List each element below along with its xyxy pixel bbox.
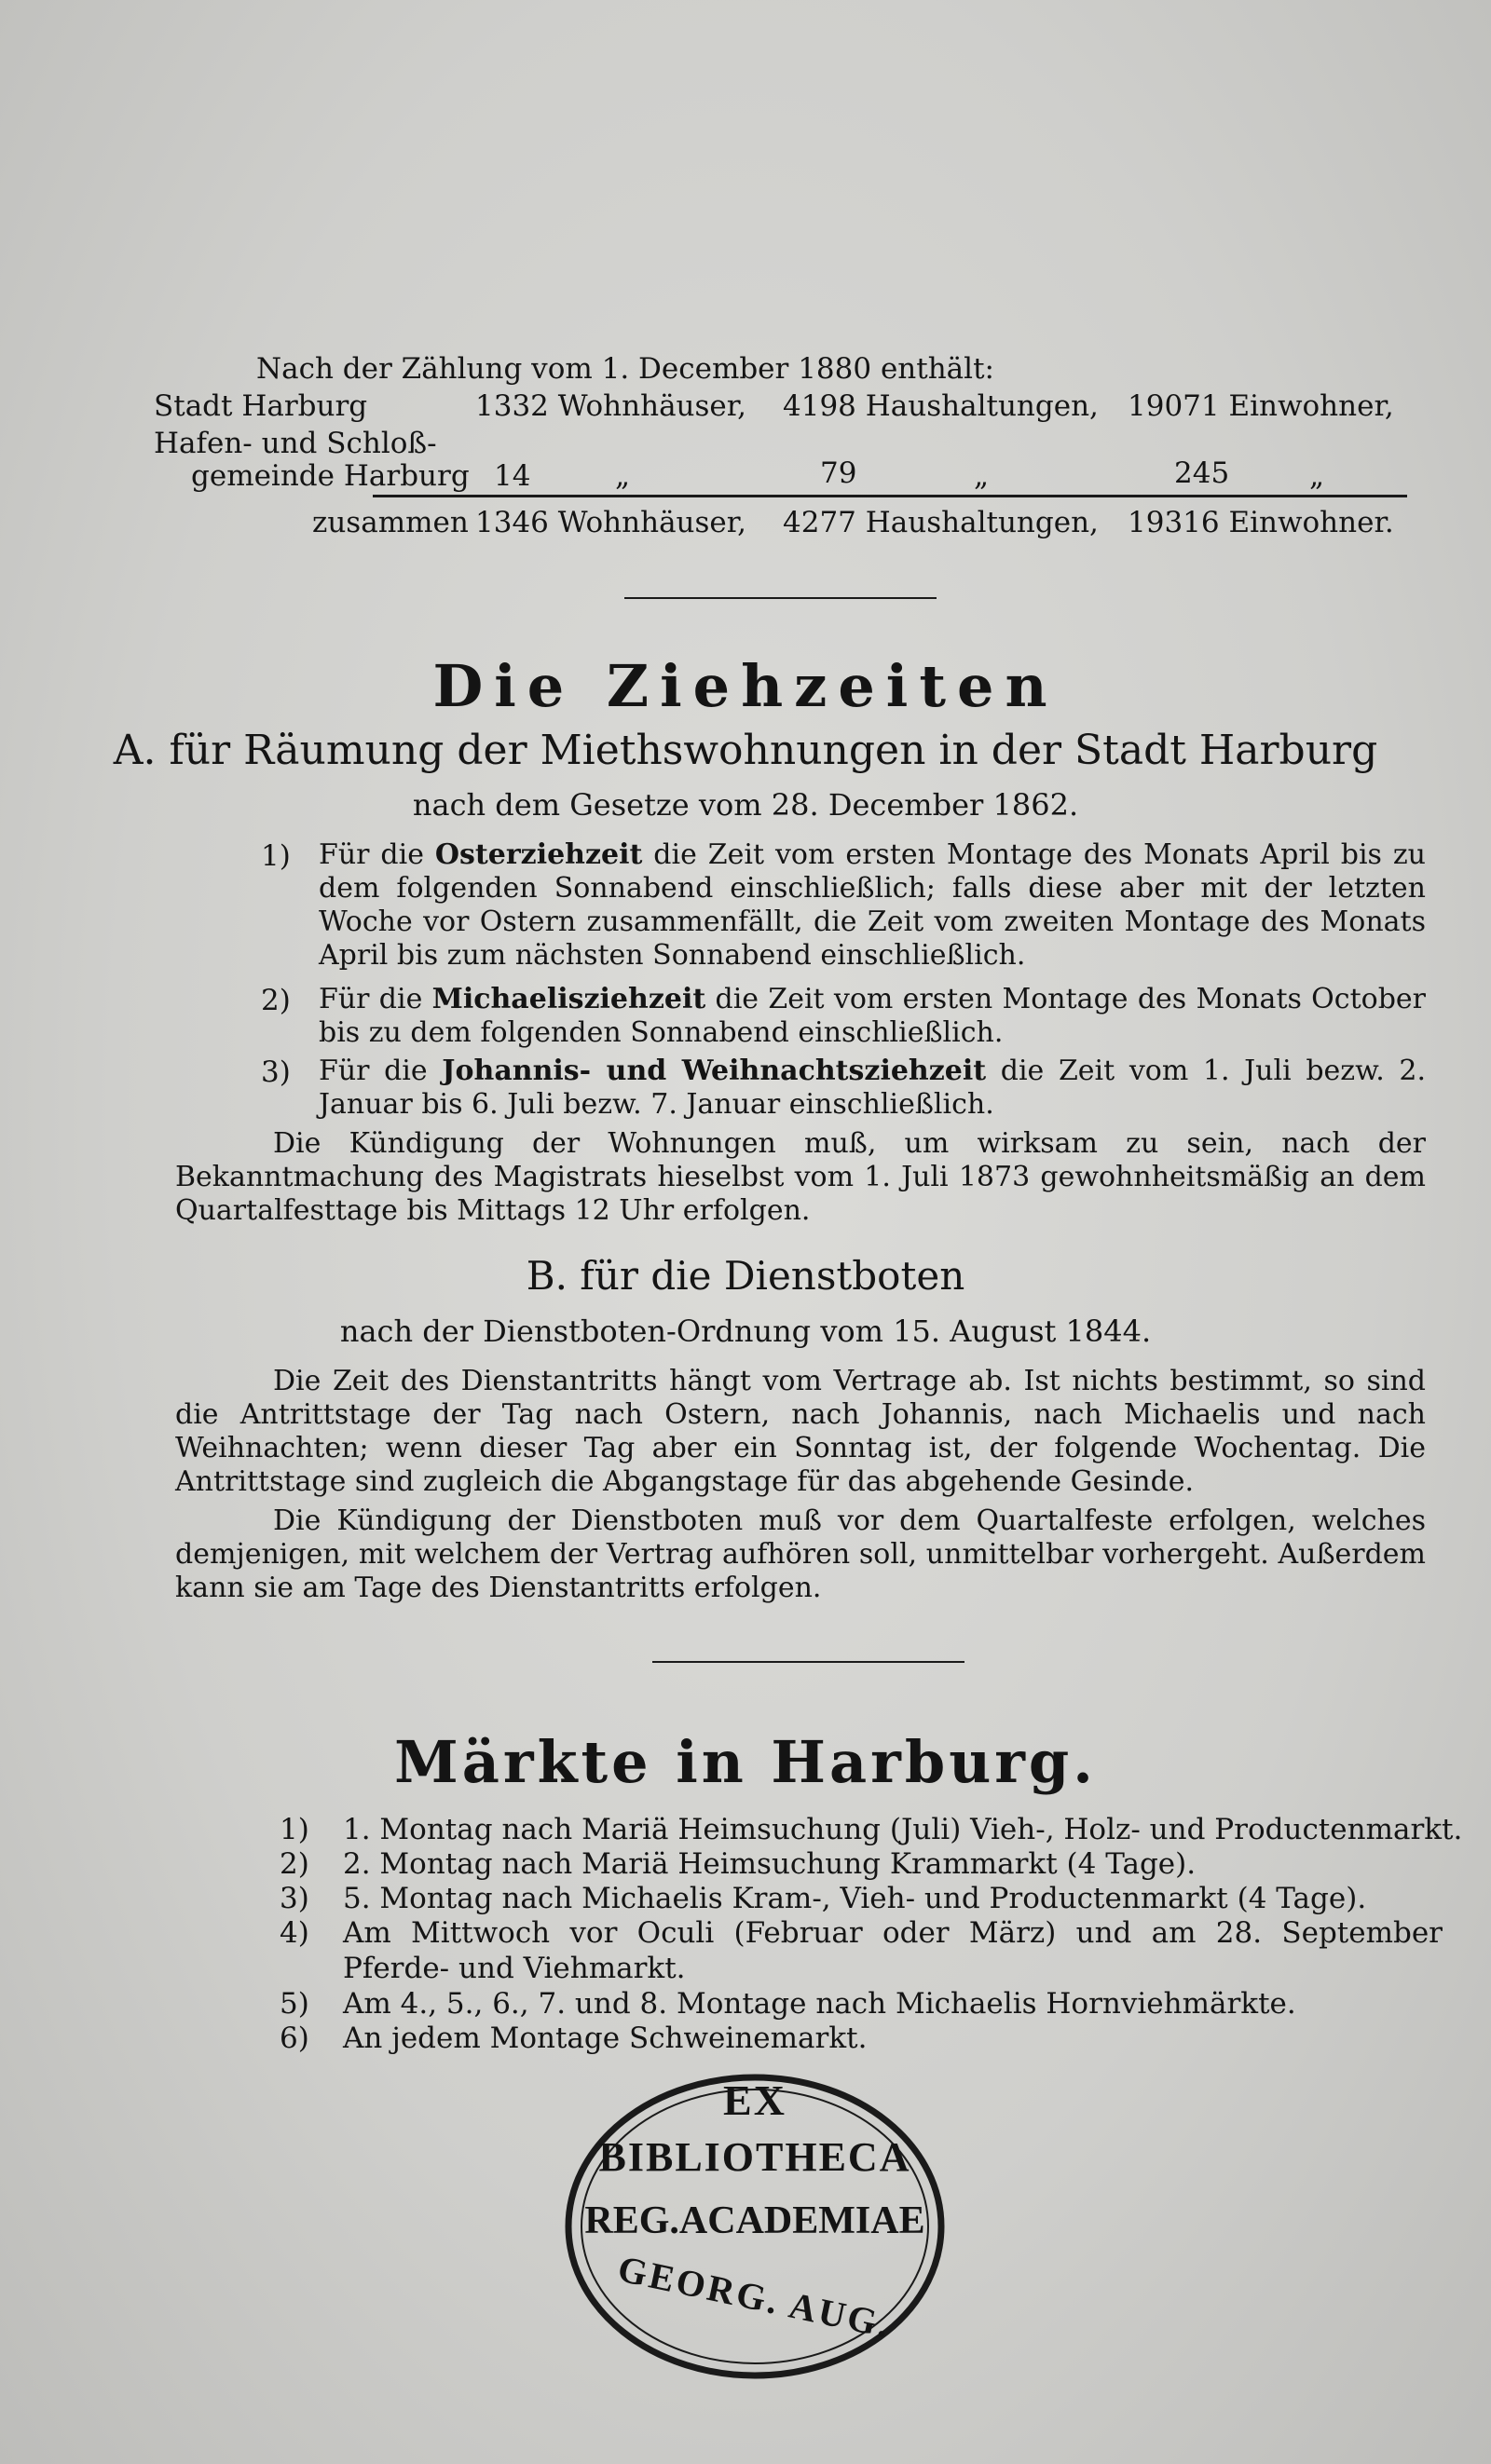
item-text: die Zeit vom ersten Montage des Monats October bis zu dem folgenden Sonnabend einschließlich. xyxy=(319,983,1426,1049)
census-total-houses: 1346 Wohnhäuser, xyxy=(475,506,747,539)
item-keyword: Osterziehzeit xyxy=(434,838,643,871)
sum-rule xyxy=(373,495,1407,497)
ditto-mark: „ xyxy=(615,459,631,493)
item-text: die Zeit vom ersten Montage des Monats April bis zu dem folgenden Sonnabend einschließlich; falls diese aber mit der letzten Woche vor Ostern zusammenfällt, die Zeit vom zweiten Montage des Monats April bis zum nächsten Sonnabend einschließlich. xyxy=(319,838,1426,972)
list-item: An jedem Montage Schweinemarkt. xyxy=(343,2022,868,2055)
census-total-households: 4277 Haushaltungen, xyxy=(783,506,1099,539)
section-a-subheading: nach dem Gesetze vom 28. December 1862. xyxy=(412,787,1079,823)
list-item: 1. Montag nach Mariä Heimsuchung (Juli) Vieh-, Holz- und Productenmarkt. xyxy=(343,1813,1463,1846)
section-title: Die Ziehzeiten xyxy=(432,652,1059,720)
census-row-name: Stadt Harburg xyxy=(154,389,368,423)
section-b-paragraph: Die Kündigung der Dienstboten muß vor dem Quartalfeste erfolgen, welches demjenigen, mit welchem der Vertrag aufhören soll, unmittelbar vorhergeht. Außerdem kann sie am Tage des Dienstantritts erfolgen. xyxy=(175,1504,1426,1604)
item-keyword: Michaelisziehzeit xyxy=(431,983,706,1015)
list-item xyxy=(319,838,1426,973)
list-number: 3) xyxy=(261,1055,291,1089)
item-text: Für die xyxy=(319,838,435,871)
list-number: 1) xyxy=(280,1813,309,1846)
list-number: 1) xyxy=(261,839,291,873)
list-item: Am Mittwoch vor Oculi (Februar oder März) und am 28. September Pferde- und Viehmarkt. xyxy=(343,1916,1443,1985)
census-row-name: Hafen- und Schloß- xyxy=(154,427,437,460)
item-text: Für die xyxy=(319,983,432,1015)
census-intro: Nach der Zählung vom 1. December 1880 enthält: xyxy=(256,352,994,386)
list-item: 5. Montag nach Michaelis Kram-, Vieh- und Productenmarkt (4 Tage). xyxy=(343,1882,1367,1915)
ditto-mark: „ xyxy=(974,459,990,493)
census-total-label: zusammen xyxy=(312,506,469,539)
stamp-text: GEORG. AUG. xyxy=(614,2247,896,2347)
list-number: 2) xyxy=(261,984,291,1017)
list-item: Am 4., 5., 6., 7. und 8. Montage nach Michaelis Hornviehmärkte. xyxy=(343,1987,1296,2021)
census-row-households: 4198 Haushaltungen, xyxy=(783,389,1099,423)
stamp-text: REG.ACADEMIAE xyxy=(584,2199,925,2242)
census-row-name: gemeinde Harburg xyxy=(191,459,470,493)
census-row-houses: 14 xyxy=(494,459,531,493)
census-total-residents: 19316 Einwohner. xyxy=(1128,506,1394,539)
list-number: 3) xyxy=(280,1882,309,1915)
list-item xyxy=(319,1055,1426,1122)
census-row-residents: 19071 Einwohner, xyxy=(1128,389,1394,423)
list-item: 2. Montag nach Mariä Heimsuchung Krammarkt (4 Tage). xyxy=(343,1847,1197,1881)
census-row-residents: 245 xyxy=(1174,456,1230,490)
divider xyxy=(624,597,937,599)
library-stamp xyxy=(559,2068,951,2385)
list-number: 2) xyxy=(280,1847,309,1881)
item-text: die Zeit vom 1. Juli bezw. 2. Januar bis 6. Juli bezw. 7. Januar einschließlich. xyxy=(319,1055,1426,1121)
stamp-text: EX xyxy=(723,2076,787,2124)
stamp-text: BIBLIOTHECA xyxy=(598,2134,911,2180)
item-keyword: Johannis- und Weihnachtsziehzeit xyxy=(442,1055,987,1087)
list-item xyxy=(319,983,1426,1050)
census-row-households: 79 xyxy=(820,456,857,490)
census-row-houses: 1332 Wohnhäuser, xyxy=(475,389,747,423)
list-number: 4) xyxy=(280,1916,309,1950)
list-number: 6) xyxy=(280,2022,309,2055)
list-number: 5) xyxy=(280,1987,309,2021)
item-text: Für die xyxy=(319,1055,443,1087)
section-b-subheading: nach der Dienstboten-Ordnung vom 15. August 1844. xyxy=(339,1314,1152,1349)
section-b-paragraph: Die Zeit des Dienstantritts hängt vom Vertrage ab. Ist nichts bestimmt, so sind die Antrittstage der Tag nach Ostern, nach Johannis, nach Michaelis und nach Weihnachten; wenn dieser Tag aber ein Sonntag ist, der folgende Wochentag. Die Antrittstage sind zugleich die Abgangstage für das abgehende Gesinde. xyxy=(175,1365,1426,1498)
section-a-note: Die Kündigung der Wohnungen muß, um wirksam zu sein, nach der Bekanntmachung des Magistrats hieselbst vom 1. Juli 1873 gewohnheitsmäßig an dem Quartalfesttage bis Mittags 12 Uhr erfolgen. xyxy=(175,1127,1426,1227)
divider xyxy=(652,1661,964,1663)
section-a-heading: A. für Räumung der Miethswohnungen in der Stadt Harburg xyxy=(113,727,1378,774)
section-b-heading: B. für die Dienstboten xyxy=(526,1253,965,1299)
markets-title: Märkte in Harburg. xyxy=(394,1728,1097,1796)
ditto-mark: „ xyxy=(1309,459,1325,493)
